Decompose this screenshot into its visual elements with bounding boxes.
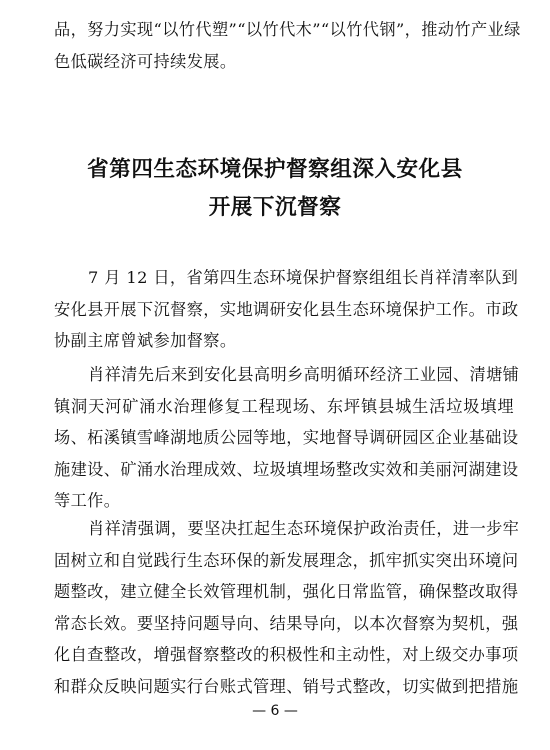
page-number: — 6 — (252, 703, 298, 719)
text-line: 安化县开展下沉督察，实地调研安化县生态环境保护工作。市政 (54, 299, 519, 319)
body-paragraph-2 (54, 359, 520, 517)
text-line: 等工作。 (54, 491, 121, 510)
text-line: 化自查整改，增强督察整改的积极性和主动性，对上级交办事项 (54, 645, 519, 664)
text-line: 和群众反映问题实行台账式管理、销号式整改，切实做到把措施 (54, 676, 519, 696)
article-title-line-1: 省第四生态环境保护督察组深入安化县 (87, 157, 463, 182)
intro-paragraph (54, 14, 521, 77)
body-paragraph-1 (54, 262, 519, 357)
text-line: 镇洞天河矿涌水治理修复工程现场、东坪镇县城生活垃圾填埋 (54, 396, 514, 416)
text-line: 7 月 12 日，省第四生态环境保护督察组组长肖祥清率队到 (88, 268, 519, 287)
text-line: 题整改，建立健全长效管理机制，强化日常监管，确保整改取得 (54, 582, 519, 601)
text-line: 肖祥清强调，要坚决扛起生态环境保护政治责任，进一步牢 (88, 519, 520, 538)
text-line: 常态长效。要坚持问题导向、结果导向，以本次督察为契机，强 (54, 613, 519, 633)
text-line: 协副主席曾斌参加督察。 (54, 331, 237, 350)
text-line: 品，努力实现“以竹代塑”“以竹代木”“以竹代钢”，推动竹产业绿 (54, 20, 521, 39)
text-line: 固树立和自觉践行生态环保的新发展理念，抓牢抓实突出环境问 (54, 550, 519, 570)
body-paragraph-3 (54, 513, 520, 702)
text-line: 场、柘溪镇雪峰湖地质公园等地，实地督导调研园区企业基础设 (54, 428, 519, 447)
text-line: 色低碳经济可持续发展。 (54, 51, 237, 71)
article-title-line-2: 开展下沉督察 (208, 195, 342, 220)
text-line: 施建设、矿涌水治理成效、垃圾填埋场整改实效和美丽河湖建设 (54, 459, 519, 479)
text-line: 肖祥清先后来到安化县高明乡高明循环经济工业园、清塘铺 (88, 365, 520, 384)
